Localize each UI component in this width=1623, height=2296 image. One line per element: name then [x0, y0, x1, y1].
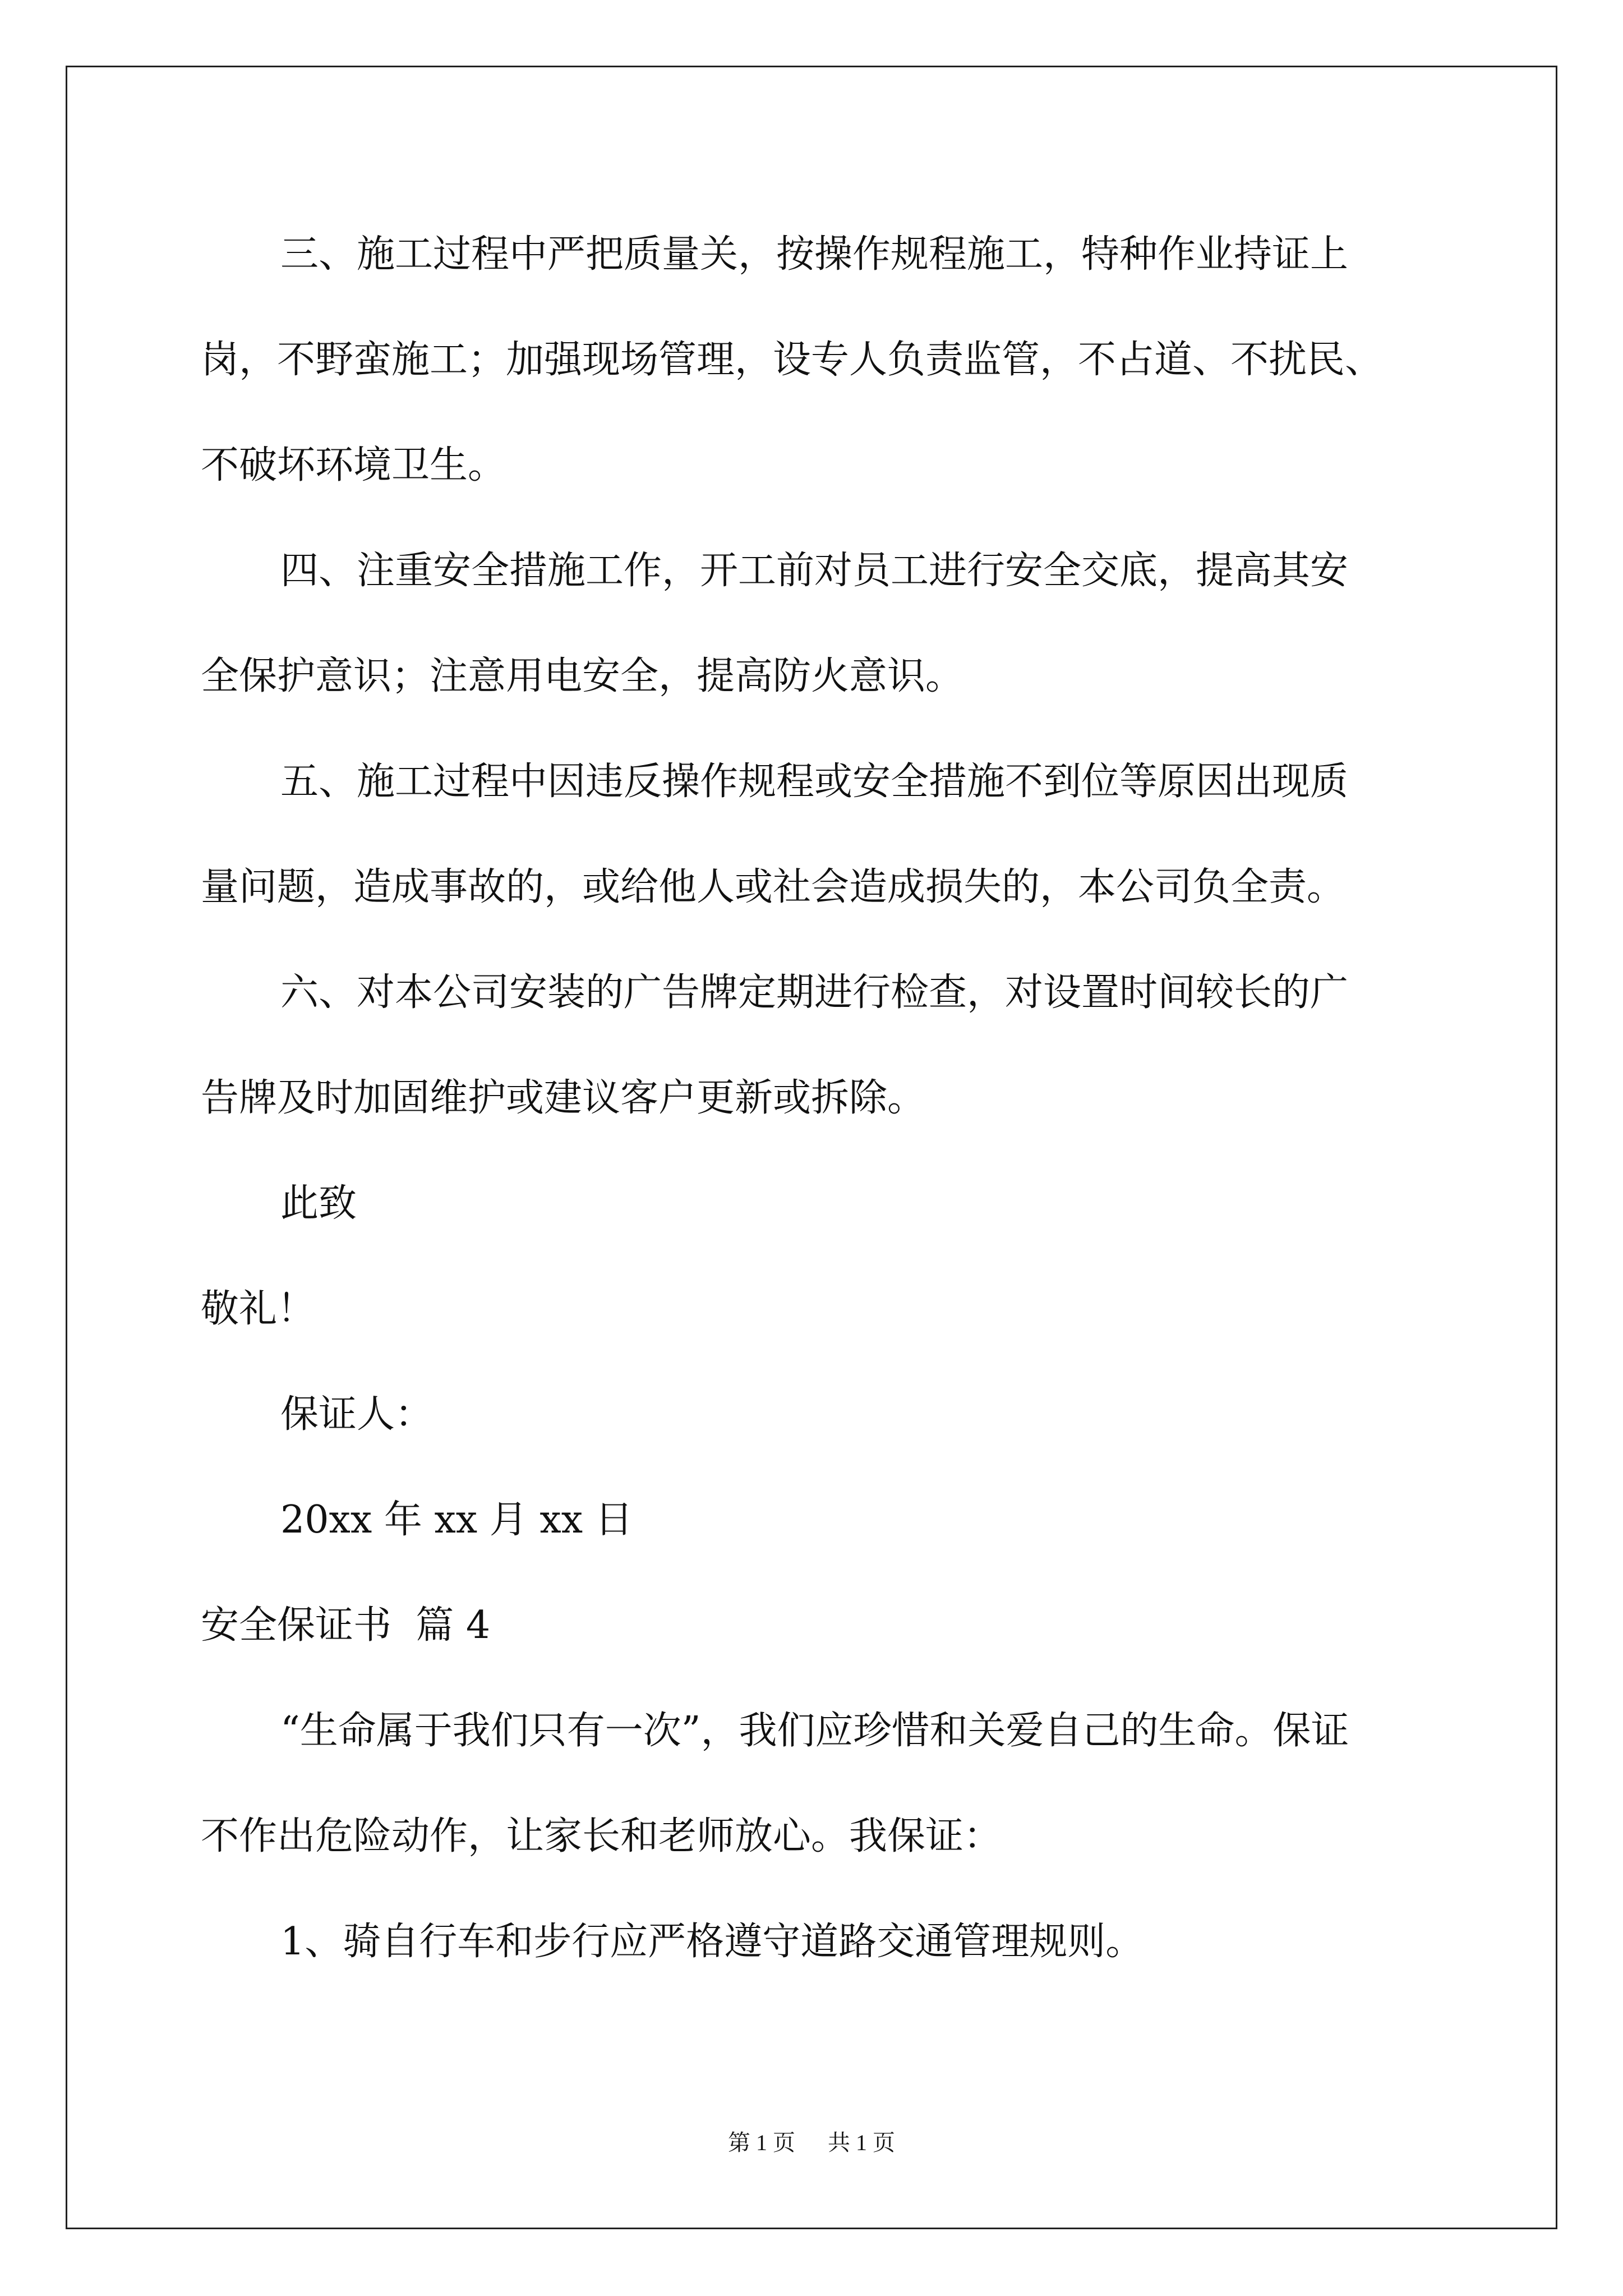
page-total: 共 1 页 [828, 2130, 895, 2155]
paragraph-line: 六、对本公司安装的广告牌定期进行检查，对设置时间较长的广 [280, 970, 1349, 1015]
paragraph-line: 全保护意识；注意用电安全，提高防火意识。 [201, 654, 964, 698]
paragraph-line: 1、骑自行车和步行应严格遵守道路交通管理规则。 [280, 1920, 1144, 1964]
salute-text: 敬礼！ [201, 1287, 316, 1331]
document-body [201, 202, 1435, 1995]
paragraph-line: 三、施工过程中严把质量关，按操作规程施工，特种作业持证上 [280, 232, 1349, 277]
paragraph-line: 四、注重安全措施工作，开工前对员工进行安全交底，提高其安 [280, 549, 1349, 593]
paragraph-line: 岗，不野蛮施工；加强现场管理，设专人负责监管，不占道、不扰民、 [201, 338, 1384, 382]
section-title: 安全保证书 篇 4 [201, 1603, 491, 1648]
paragraph-line: 不作出危险动作，让家长和老师放心。我保证： [201, 1814, 1002, 1858]
page-footer [0, 2126, 1623, 2160]
paragraph-line: 五、施工过程中因违反操作规程或安全措施不到位等原因出现质 [280, 760, 1349, 804]
paragraph-line: 量问题，造成事故的，或给他人或社会造成损失的，本公司负全责。 [201, 865, 1345, 909]
date-line: 20xx 年 xx 月 xx 日 [280, 1498, 633, 1542]
guarantor-label: 保证人： [280, 1392, 434, 1437]
page-number: 第 1 页 [728, 2130, 795, 2155]
paragraph-line: 告牌及时加固维护或建议客户更新或拆除。 [201, 1076, 926, 1120]
closing-text: 此致 [280, 1181, 357, 1226]
paragraph-line: 不破坏环境卫生。 [201, 443, 506, 487]
paragraph-line: “生命属于我们只有一次”，我们应珍惜和关爱自己的生命。保证 [280, 1709, 1349, 1753]
